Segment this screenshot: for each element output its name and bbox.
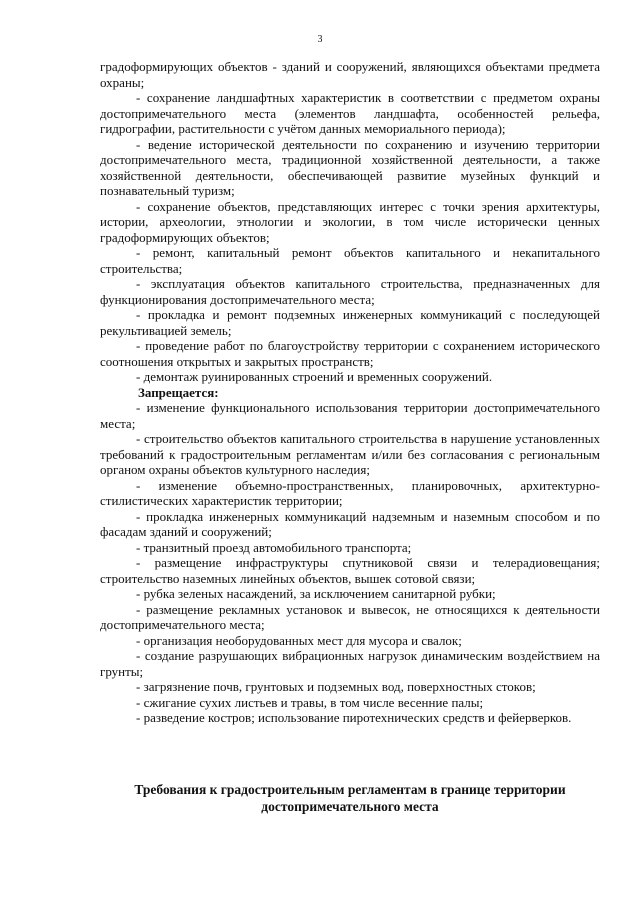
document-paragraph: - сохранение объектов, представляющих интерес с точки зрения архитектуры, истории, археологии, этнологии и экологии, в том числе исторически ценных градоформирующих объектов;	[100, 198, 600, 245]
document-paragraph: - ведение исторической деятельности по сохранению и изучению территории достопримечательного места, традиционной хозяйственной деятельности, а также хозяйственной деятельности, обеспечивающей развитие музейных функций и познавательный туризм;	[100, 136, 600, 198]
document-paragraph: - транзитный проезд автомобильного транспорта;	[136, 539, 412, 555]
page-number: 3	[317, 34, 323, 45]
document-paragraph: градоформирующих объектов - зданий и сооружений, являющихся объектами предмета охраны;	[100, 59, 600, 90]
document-paragraph: - проведение работ по благоустройству территории с сохранением исторического соотношения открытых и закрытых пространств;	[100, 338, 600, 369]
document-paragraph: - эксплуатация объектов капитального строительства, предназначенных для функционирования достопримечательного места;	[100, 276, 600, 307]
document-paragraph: - рубка зеленых насаждений, за исключением санитарной рубки;	[136, 586, 496, 601]
document-paragraph: - ремонт, капитальный ремонт объектов капитального и некапитального строительства;	[100, 245, 600, 276]
document-paragraph: - загрязнение почв, грунтовых и подземных вод, поверхностных стоков;	[136, 679, 536, 694]
document-body	[100, 59, 600, 726]
document-paragraph: - сохранение ландшафтных характеристик в соответствии с предметом охраны достопримечательного места (элементов ландшафта, особенностей рельефа, гидрографии, растительности с учётом данных мемориального периода);	[100, 90, 600, 136]
prohibited-label: Запрещается:	[138, 384, 219, 400]
document-paragraph: - организация необорудованных мест для мусора и свалок;	[136, 632, 462, 648]
document-paragraph: - сжигание сухих листьев и травы, в том числе весенние палы;	[136, 694, 484, 710]
document-paragraph: - изменение объемно-пространственных, планировочных, архитектурно-стилистических характеристик территории;	[100, 477, 600, 508]
document-paragraph: - демонтаж руинированных строений и временных сооружений.	[136, 369, 493, 384]
document-paragraph: - размещение инфраструктуры спутниковой связи и телерадиовещания; строительство наземных линейных объектов, вышек сотовой связи;	[100, 555, 600, 586]
document-paragraph: - разведение костров; использование пиротехнических средств и фейерверков.	[136, 710, 572, 725]
document-paragraph: - изменение функционального использования территории достопримечательного места;	[100, 400, 600, 431]
prohibited-activities-list	[100, 400, 600, 726]
section-heading: Требования к градостроительным регламентам в границе территории достопримечательного места	[134, 782, 566, 814]
allowed-activities-list	[100, 59, 600, 385]
document-paragraph: - размещение рекламных установок и вывесок, не относящихся к деятельности достопримечательного места;	[100, 601, 600, 632]
document-paragraph: - создание разрушающих вибрационных нагрузок динамическим воздействием на грунты;	[100, 648, 600, 679]
document-paragraph: - прокладка инженерных коммуникаций надземным и наземным способом и по фасадам зданий и сооружений;	[100, 508, 600, 539]
document-paragraph: - прокладка и ремонт подземных инженерных коммуникаций с последующей рекультивацией земель;	[100, 307, 600, 338]
document-paragraph: - строительство объектов капитального строительства в нарушение установленных требований к градостроительным регламентам и/или без согласования с региональным органом охраны объектов культурного наследия;	[100, 431, 600, 477]
